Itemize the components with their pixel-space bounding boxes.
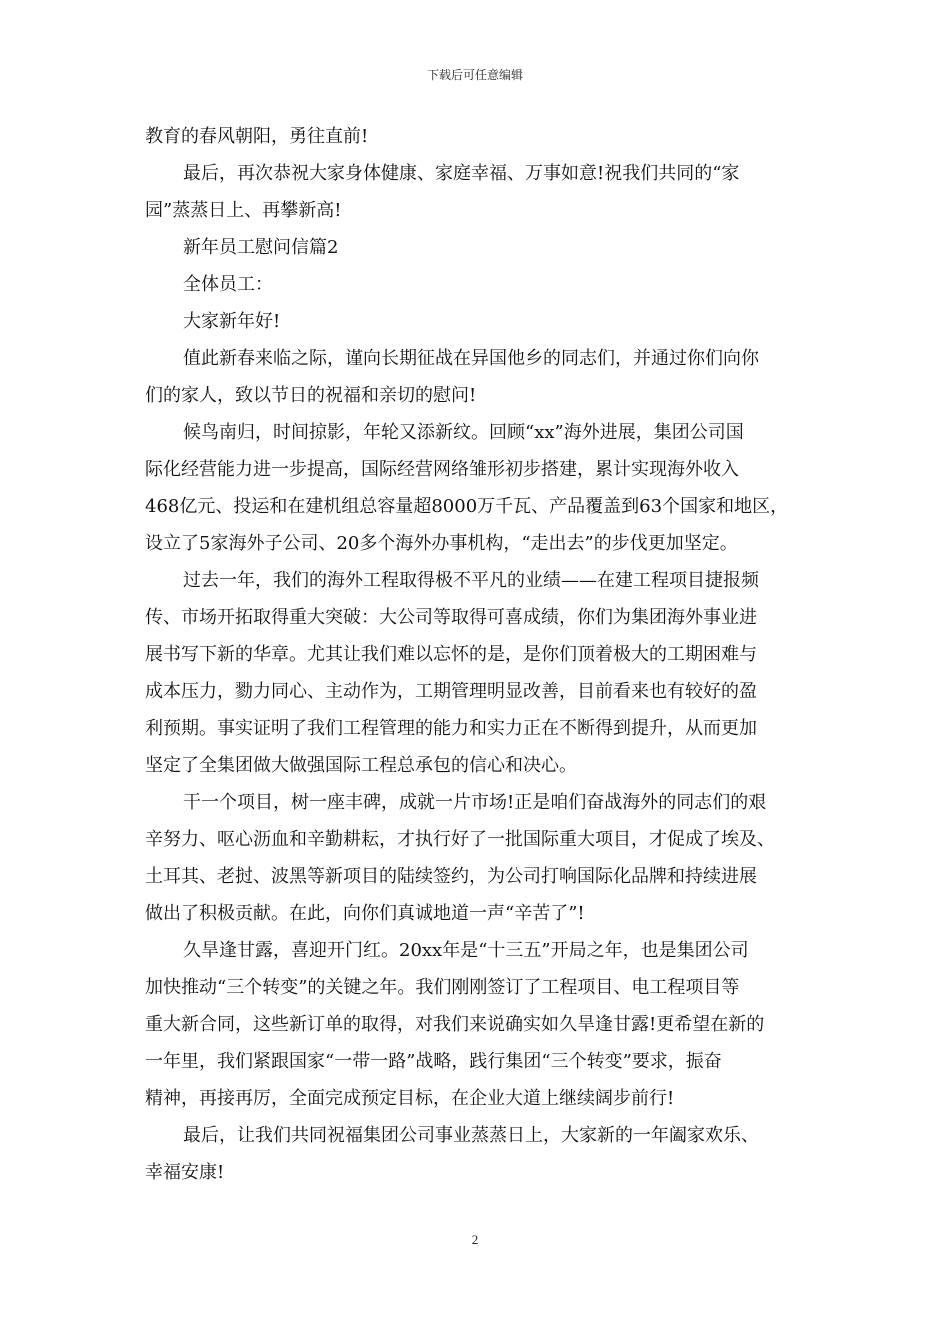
text-line: 土耳其、老挝、波黑等新项目的陆续签约，为公司打响国际化品牌和持续进展 [145, 866, 757, 887]
text-line: 幸福安康! [145, 1162, 225, 1183]
text-line: 久旱逢甘露，喜迎开门红。20xx年是“十三五”开局之年，也是集团公司 [183, 940, 749, 961]
text-line: 做出了积极贡献。在此，向你们真诚地道一声“辛苦了”! [145, 903, 585, 924]
page-header: 下载后可任意编辑 [426, 68, 523, 82]
text-line: 利预期。事实证明了我们工程管理的能力和实力正在不断得到提升，从而更加 [145, 718, 757, 739]
text-line: 候鸟南归，时间掠影，年轮又添新纹。回顾“xx”海外进展，集团公司国 [183, 422, 744, 443]
page-number: 2 [471, 1232, 479, 1247]
text-line: 加快推动“三个转变”的关键之年。我们刚刚签订了工程项目、电工程项目等 [145, 977, 740, 998]
text-line: 干一个项目，树一座丰碑，成就一片市场!正是咱们奋战海外的同志们的艰 [183, 792, 767, 813]
text-line: 辛努力、呕心沥血和辛勤耕耘，才执行好了一批国际重大项目，才促成了埃及、 [145, 829, 775, 850]
text-line: 坚定了全集团做大做强国际工程总承包的信心和决心。 [145, 755, 577, 776]
text-line: 展书写下新的华章。尤其让我们难以忘怀的是，是你们顶着极大的工期困难与 [145, 644, 757, 665]
text-line: 最后，让我们共同祝福集团公司事业蒸蒸日上，大家新的一年阖家欢乐、 [183, 1125, 759, 1146]
text-line: 468亿元、投运和在建机组总容量超8000万千瓦、产品覆盖到63个国家和地区， [145, 496, 789, 517]
text-line: 传、市场开拓取得重大突破：大公司等取得可喜成绩，你们为集团海外事业进 [145, 607, 757, 628]
document-body [145, 118, 821, 1191]
text-line: 教育的春风朝阳，勇往直前! [145, 126, 369, 147]
text-line: 际化经营能力进一步提高，国际经营网络雏形初步搭建，累计实现海外收入 [145, 459, 739, 480]
text-line: 园”蒸蒸日上、再攀新高! [145, 200, 342, 221]
text-line: 精神，再接再厉，全面完成预定目标，在企业大道上继续阔步前行! [145, 1088, 675, 1109]
text-line: 全体员工： [183, 274, 273, 295]
text-line: 过去一年，我们的海外工程取得极不平凡的业绩——在建工程项目捷报频 [183, 570, 759, 591]
text-line: 新年员工慰问信篇2 [183, 237, 339, 258]
text-line: 值此新春来临之际，谨向长期征战在异国他乡的同志们，并通过你们向你 [183, 348, 759, 369]
text-line: 一年里，我们紧跟国家“一带一路”战略，践行集团“三个转变”要求，振奋 [145, 1051, 722, 1072]
text-line: 重大新合同，这些新订单的取得，对我们来说确实如久旱逢甘露!更希望在新的 [145, 1014, 765, 1035]
text-line: 大家新年好! [183, 311, 281, 332]
text-line: 最后，再次恭祝大家身体健康、家庭幸福、万事如意!祝我们共同的“家 [183, 163, 740, 184]
text-line: 们的家人，致以节日的祝福和亲切的慰问! [145, 385, 477, 406]
text-line: 设立了5家海外子公司、20多个海外办事机构，“走出去”的步伐更加坚定。 [145, 533, 738, 554]
text-line: 成本压力，勠力同心、主动作为，工期管理明显改善，目前看来也有较好的盈 [145, 681, 757, 702]
